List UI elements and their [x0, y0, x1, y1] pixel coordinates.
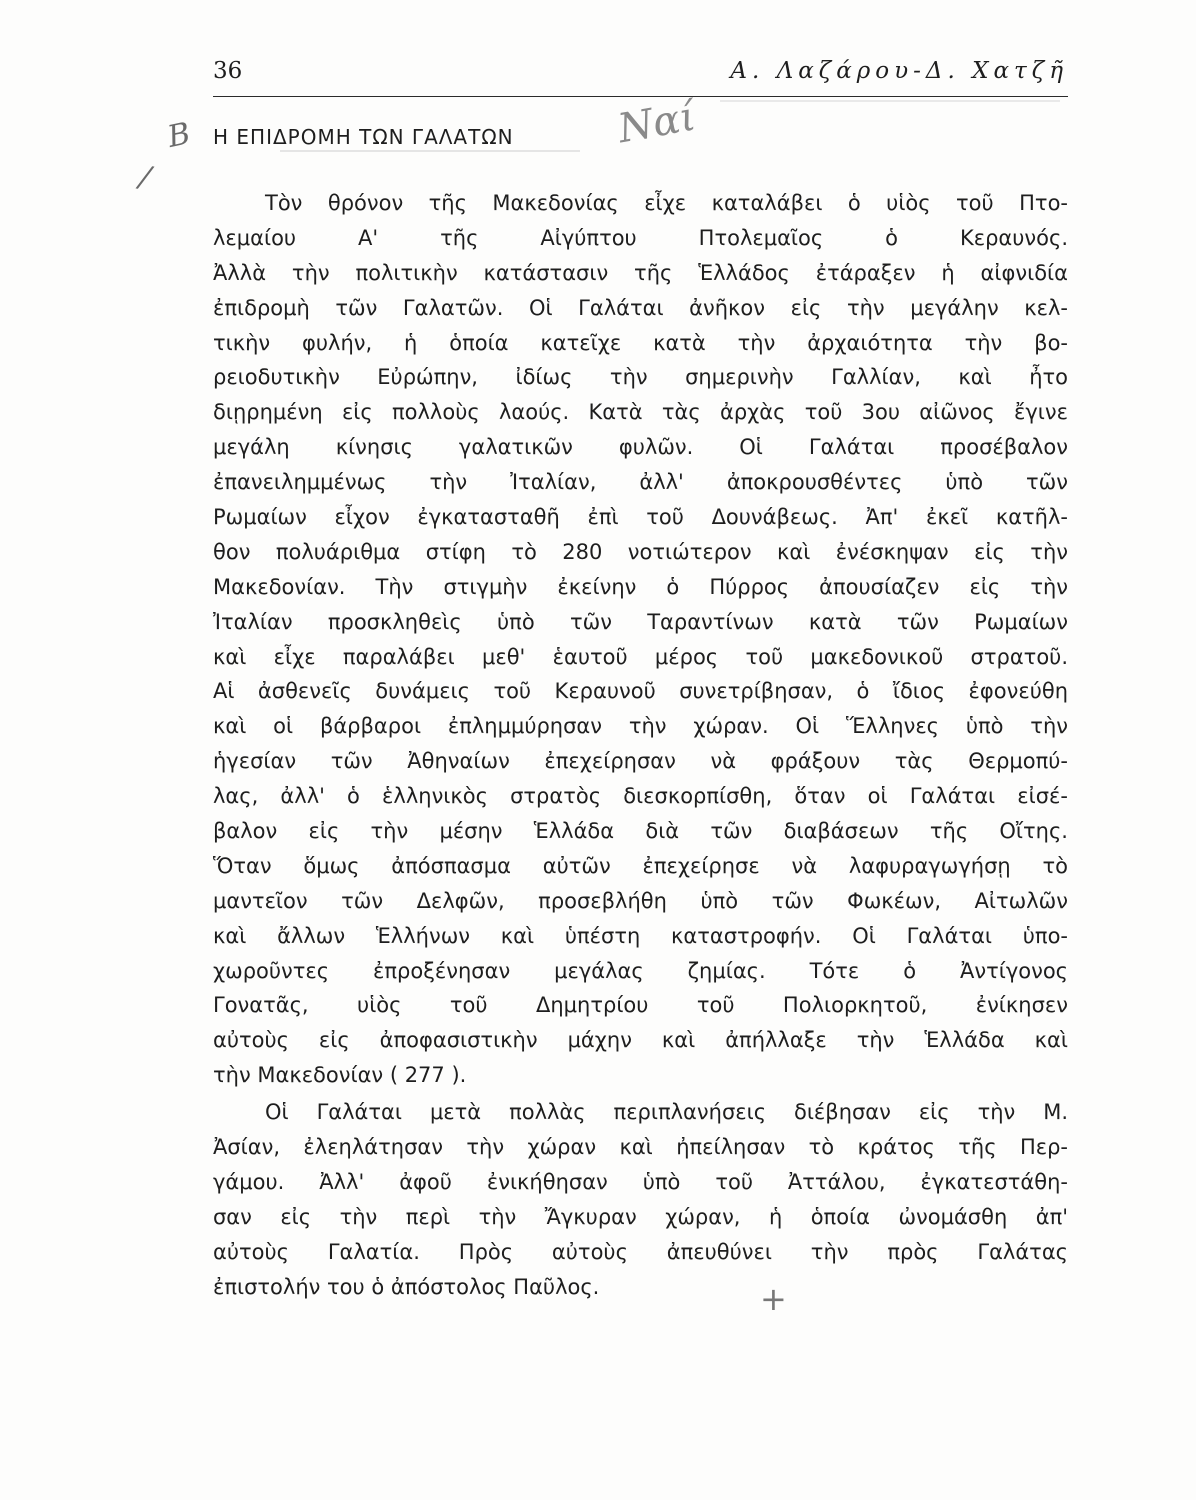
text-line: τὴν Μακεδονίαν ( 277 ). [213, 1063, 467, 1088]
text-line: Αἱ ἀσθενεῖς δυνάμεις τοῦ Κεραυνοῦ συνετρίβησαν, ὁ ἴδιος ἐφονεύθη [213, 679, 1068, 704]
text-line: χωροῦντες ἐπροξένησαν μεγάλας ζημίας. Τότε ὁ Ἀντίγονος [213, 958, 1068, 983]
margin-letter-annotation: B [164, 116, 194, 155]
running-head: Α. Λαζάρου-Δ. Χατζῆ [730, 58, 1068, 84]
text-line: βαλον εἰς τὴν μέσην Ἑλλάδα διὰ τῶν διαβάσεων τῆς Οἴτης. [213, 819, 1068, 844]
page-number: 36 [213, 58, 243, 84]
paragraph [213, 1095, 1068, 1304]
text-line: Μακεδονίαν. Τὴν στιγμὴν ἐκείνην ὁ Πύρρος ἀπουσίαζεν εἰς τὴν [213, 574, 1068, 599]
body-text [213, 186, 1068, 1305]
text-line: λας, ἀλλ' ὁ ἑλληνικὸς στρατὸς διεσκορπίσθη, ὅταν οἱ Γαλάται εἰσέ- [213, 784, 1068, 809]
text-line: μαντεῖον τῶν Δελφῶν, προσεβλήθη ὑπὸ τῶν Φωκέων, Αἰτωλῶν [213, 888, 1068, 913]
text-line: διῃρημένη εἰς πολλοὺς λαούς. Κατὰ τὰς ἀρχὰς τοῦ 3ου αἰῶνος ἔγινε [213, 400, 1068, 425]
text-line: Γονατᾶς, υἱὸς τοῦ Δημητρίου τοῦ Πολιορκητοῦ, ἐνίκησεν [213, 993, 1068, 1018]
text-line: ἐπιδρομὴ τῶν Γαλατῶν. Οἱ Γαλάται ἀνῆκον εἰς τὴν μεγάλην κελ- [213, 295, 1068, 320]
margin-tick-annotation: / [137, 159, 154, 196]
text-line: Ὅταν ὅμως ἀπόσπασμα αὐτῶν ἐπεχείρησε νὰ λαφυραγωγήσῃ τὸ [213, 853, 1068, 878]
text-line: ἐπανειλημμένως τὴν Ἰταλίαν, ἀλλ' ἀποκρουσθέντες ὑπὸ τῶν [213, 470, 1068, 495]
text-line: ρειοδυτικὴν Εὐρώπην, ἰδίως τὴν σημερινὴν Γαλλίαν, καὶ ἦτο [213, 365, 1068, 390]
text-line: μεγάλη κίνησις γαλατικῶν φυλῶν. Οἱ Γαλάται προσέβαλον [213, 435, 1068, 460]
bleed-through-shadow [720, 100, 1060, 104]
text-line: θον πολυάριθμα στίφη τὸ 280 νοτιώτερον καὶ ἐνέσκηψαν εἰς τὴν [213, 539, 1068, 564]
text-line: ἐπιστολήν του ὁ ἀπόστολος Παῦλος. [213, 1274, 600, 1299]
text-line: αὐτοὺς Γαλατία. Πρὸς αὐτοὺς ἀπευθύνει τὴν πρὸς Γαλάτας [213, 1239, 1068, 1264]
text-line: αὐτοὺς εἰς ἀποφασιστικὴν μάχην καὶ ἀπήλλαξε τὴν Ἑλλάδα καὶ [213, 1028, 1068, 1053]
text-line: καὶ ἄλλων Ἑλλήνων καὶ ὑπέστη καταστροφήν. Οἱ Γαλάται ὑπο- [213, 923, 1068, 948]
header-rule [213, 96, 1068, 97]
bleed-through-shadow [280, 150, 580, 154]
text-line: γάμου. Ἀλλ' ἀφοῦ ἐνικήθησαν ὑπὸ τοῦ Ἀττάλου, ἐγκατεστάθη- [213, 1169, 1068, 1194]
text-line: τικὴν φυλήν, ἡ ὁποία κατεῖχε κατὰ τὴν ἀρχαιότητα τὴν βο- [213, 330, 1068, 355]
text-line: Ρωμαίων εἶχον ἐγκατασταθῆ ἐπὶ τοῦ Δουνάβεως. Ἀπ' ἐκεῖ κατῆλ- [213, 505, 1068, 530]
text-line: Ἰταλίαν προσκληθεὶς ὑπὸ τῶν Ταραντίνων κατὰ τῶν Ρωμαίων [213, 609, 1068, 634]
chapter-title: Η ΕΠΙΔΡΟΜΗ ΤΩΝ ΓΑΛΑΤΩΝ [213, 125, 514, 149]
text-line: Ἀλλὰ τὴν πολιτικὴν κατάστασιν τῆς Ἑλλάδος ἐτάραξεν ἡ αἰφνιδία [213, 260, 1068, 285]
text-line: καὶ οἱ βάρβαροι ἐπλημμύρησαν τὴν χώραν. Οἱ Ἕλληνες ὑπὸ τὴν [213, 714, 1068, 739]
text-line: ἡγεσίαν τῶν Ἀθηναίων ἐπεχείρησαν νὰ φράξουν τὰς Θερμοπύ- [213, 749, 1068, 774]
paragraph [213, 186, 1068, 1093]
text-line: Τὸν θρόνον τῆς Μακεδονίας εἶχε καταλάβει ὁ υἱὸς τοῦ Πτο- [265, 191, 1068, 215]
text-line: Οἱ Γαλάται μετὰ πολλὰς περιπλανήσεις διέβησαν εἰς τὴν Μ. [265, 1100, 1068, 1125]
text-line: Ἀσίαν, ἐλεηλάτησαν τὴν χώραν καὶ ἠπείλησαν τὸ κράτος τῆς Περ- [213, 1135, 1068, 1160]
text-line: καὶ εἶχε παραλάβει μεθ' ἑαυτοῦ μέρος τοῦ μακεδονικοῦ στρατοῦ. [213, 644, 1068, 669]
title-note-annotation: Ναί [614, 93, 700, 153]
text-line: σαν εἰς τὴν περὶ τὴν Ἄγκυραν χώραν, ἡ ὁποία ὠνομάσθη ἀπ' [213, 1204, 1068, 1229]
pen-mark-annotation: + [760, 1280, 787, 1318]
text-line: λεμαίου Α' τῆς Αἰγύπτου Πτολεμαῖος ὁ Κεραυνός. [213, 225, 1068, 250]
